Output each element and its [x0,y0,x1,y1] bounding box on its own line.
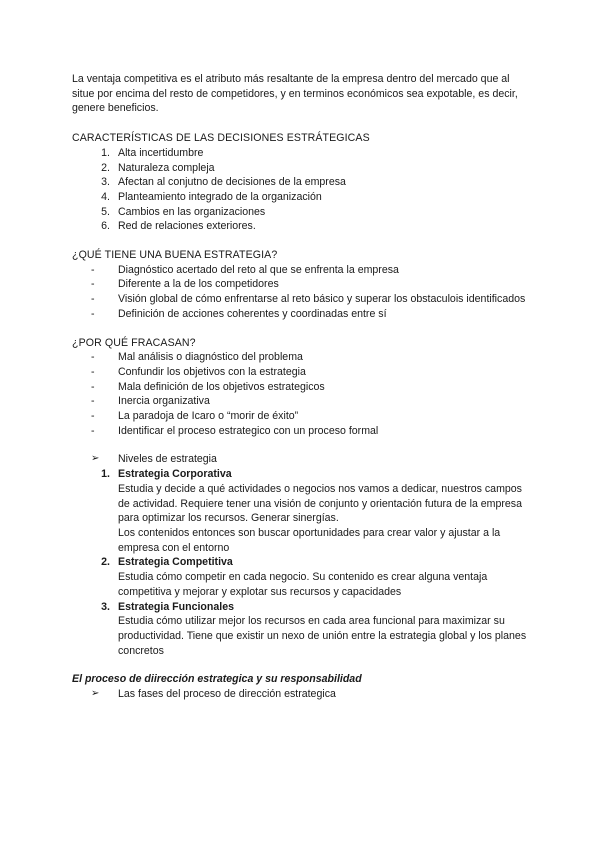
nivel-description: Estudia cómo competir en cada negocio. Su contenido es crear alguna ventaja competitiva y mejorar y explotar sus recursos y capacidades [118,571,488,598]
list-item [72,205,532,220]
item-number: 6. [101,220,110,233]
dash-bullet: - [91,380,95,393]
nivel-description: Estudia cómo utilizar mejor los recursos en cada area funcional para maximizar su productividad. Tiene que existir un nexo de unión entre la estrategia global y los planes concretos [118,615,527,657]
dash-bullet: - [91,278,95,291]
dash-bullet: - [91,395,95,408]
list-item [72,365,532,380]
proceso-heading: El proceso de diirección estrategica y su responsabilidad [72,673,362,686]
item-number: 2. [101,556,110,569]
dash-bullet: - [91,351,95,364]
item-text: Diferente a la de los competidores [118,278,279,291]
dash-bullet: - [91,365,95,378]
item-text: Visión global de cómo enfrentarse al reto básico y superar los obstaculois identificados [118,293,526,306]
nivel-title: Estrategia Competitiva [118,556,233,569]
item-text: Inercia organizativa [118,395,210,408]
dash-bullet: - [91,410,95,423]
list-item [72,263,532,278]
item-text: Cambios en las organizaciones [118,205,266,218]
dash-bullet: - [91,263,95,276]
item-number: 2. [101,161,110,174]
list-item [72,409,532,424]
item-text: Naturaleza compleja [118,161,215,174]
list-item [72,424,532,439]
item-text: Mala definición de los objetivos estrategicos [118,380,325,393]
list-item [72,350,532,365]
intro-paragraph: La ventaja competitiva es el atributo más resaltante de la empresa dentro del mercado que al situe por encima del resto de competidores, y en terminos económicos sea expotable, es decir, genere beneficios. [72,73,518,115]
document-page [72,72,532,702]
list-item [72,292,532,307]
fracasan-heading: ¿POR QUÉ FRACASAN? [72,336,196,349]
arrow-bullet-icon: ➢ [91,453,100,465]
list-item [72,307,532,322]
list-item [72,277,532,292]
nivel-competitiva [72,555,532,599]
item-text: La paradoja de Icaro o “morir de éxito” [118,410,299,423]
dash-bullet: - [91,307,95,320]
item-text: Diagnóstico acertado del reto al que se enfrenta la empresa [118,263,399,276]
fracasan-list [72,350,532,438]
item-text: Planteamiento integrado de la organización [118,190,322,203]
item-text: Definición de acciones coherentes y coordinadas entre sí [118,307,387,320]
nivel-description-2: Los contenidos entonces son buscar oportunidades para crear valor y ajustar a la empresa con el entorno [118,526,501,554]
niveles-title: Niveles de estrategia [118,453,217,466]
nivel-funcionales [72,600,532,659]
item-text: Identificar el proceso estrategico con un proceso formal [118,424,379,437]
niveles-heading [72,452,532,467]
nivel-description: Estudia y decide a qué actividades o negocios nos vamos a dedicar, nuestros campos de actividad. Requiere tener una visión de conjunto y orientación futura de la empresa para optimizar los recursos. Generar sinergías. [118,482,522,525]
list-item [72,175,532,190]
list-item [72,161,532,176]
item-number: 3. [101,176,110,189]
list-item [72,219,532,234]
item-text: Red de relaciones exteriores. [118,220,256,233]
nivel-corporativa [72,467,532,555]
arrow-bullet-icon: ➢ [91,688,100,700]
item-text: Las fases del proceso de dirección estrategica [118,688,336,701]
item-text: Afectan al conjutno de decisiones de la empresa [118,176,346,189]
item-number: 1. [101,468,110,481]
item-number: 4. [101,190,110,203]
buena-estrategia-list [72,263,532,322]
nivel-title: Estrategia Funcionales [118,600,234,613]
dash-bullet: - [91,293,95,306]
item-number: 5. [101,205,110,218]
proceso-item [72,687,532,702]
buena-estrategia-heading: ¿QUÉ TIENE UNA BUENA ESTRATEGIA? [72,249,278,262]
list-item [72,190,532,205]
caracteristicas-heading: CARACTERÍSTICAS DE LAS DECISIONES ESTRÁTEGICAS [72,132,370,145]
item-text: Mal análisis o diagnóstico del problema [118,351,303,364]
item-number: 1. [101,146,110,159]
item-number: 3. [101,600,110,613]
dash-bullet: - [91,424,95,437]
list-item [72,380,532,395]
caracteristicas-list [72,146,532,234]
item-text: Confundir los objetivos con la estrategia [118,365,306,378]
list-item [72,146,532,161]
list-item [72,394,532,409]
nivel-title: Estrategia Corporativa [118,468,232,481]
item-text: Alta incertidumbre [118,146,204,159]
